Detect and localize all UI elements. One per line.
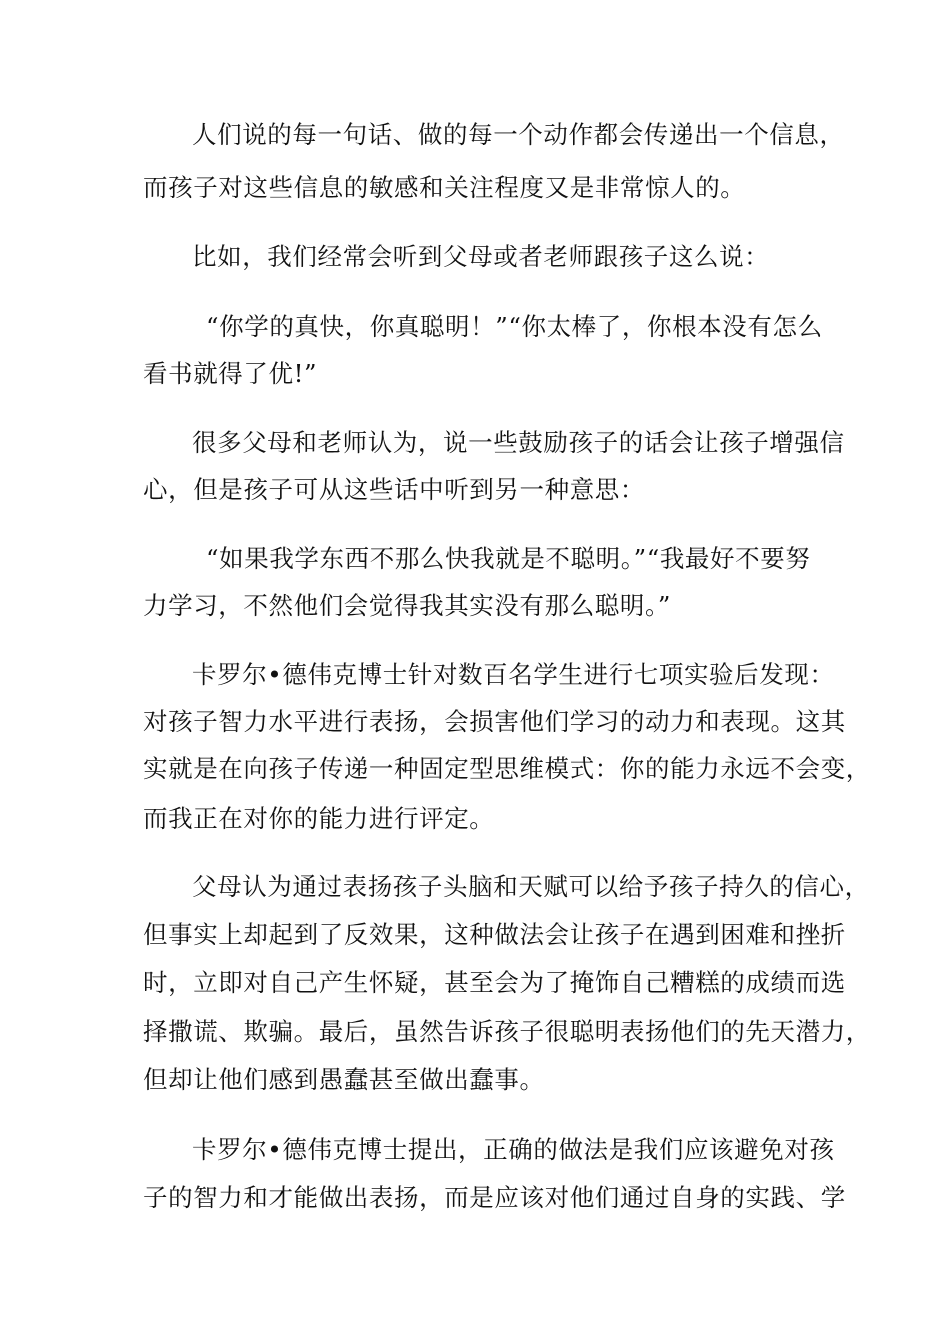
paragraph-4-line-1: 很多父母和老师认为，说一些鼓励孩子的话会让孩子增强信 <box>192 428 845 457</box>
paragraph-1-line-2: 而孩子对这些信息的敏感和关注程度又是非常惊人的。 <box>143 173 746 202</box>
paragraph-2-line-1: 比如，我们经常会听到父母或者老师跟孩子这么说： <box>192 242 770 271</box>
paragraph-4-line-2: 心，但是孩子可从这些话中听到另一种意思： <box>143 475 645 504</box>
paragraph-7-line-2: 但事实上却起到了反效果，这种做法会让孩子在遇到困难和挫折 <box>143 920 846 949</box>
paragraph-8-line-2: 子的智力和才能做出表扬，而是应该对他们通过自身的实践、学 <box>143 1183 846 1212</box>
paragraph-6-line-3: 实就是在向孩子传递一种固定型思维模式：你的能力永远不会变， <box>143 754 871 783</box>
paragraph-5-line-2: 力学习，不然他们会觉得我其实没有那么聪明。” <box>143 591 671 620</box>
paragraph-3-line-1: “你学的真快，你真聪明！”“你太棒了，你根本没有怎么 <box>206 312 823 341</box>
paragraph-8-line-1: 卡罗尔•德伟克博士提出，正确的做法是我们应该避免对孩 <box>192 1135 835 1164</box>
paragraph-6-line-1: 卡罗尔•德伟克博士针对数百名学生进行七项实验后发现： <box>192 660 835 689</box>
paragraph-5-line-1: “如果我学东西不那么快我就是不聪明。”“我最好不要努 <box>206 544 811 573</box>
paragraph-7-line-1: 父母认为通过表扬孩子头脑和天赋可以给予孩子持久的信心， <box>192 872 870 901</box>
paragraph-6-line-2: 对孩子智力水平进行表扬，会损害他们学习的动力和表现。这其 <box>143 707 846 736</box>
paragraph-7-line-3: 时，立即对自己产生怀疑，甚至会为了掩饰自己糟糕的成绩而选 <box>143 968 846 997</box>
paragraph-7-line-4: 择撒谎、欺骗。最后，虽然告诉孩子很聪明表扬他们的先天潜力， <box>143 1017 871 1046</box>
paragraph-7-line-5: 但却让他们感到愚蠢甚至做出蠢事。 <box>143 1065 545 1094</box>
paragraph-1-line-1: 人们说的每一句话、做的每一个动作都会传递出一个信息， <box>192 120 845 149</box>
paragraph-6-line-4: 而我正在对你的能力进行评定。 <box>143 804 495 833</box>
paragraph-3-line-2: 看书就得了优!” <box>143 359 318 388</box>
